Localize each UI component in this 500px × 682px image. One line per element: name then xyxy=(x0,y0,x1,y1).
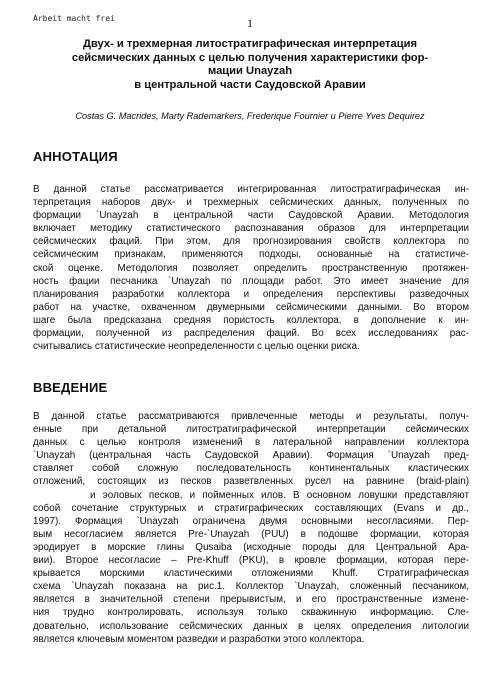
text-line: является в значительной степени прерывистым, и его пространственные измене- xyxy=(33,594,469,606)
text-line: вым несогласием является Pre-`Unayzah (PUU) в подошве формации, которая xyxy=(33,528,469,540)
text-line: планирования разработки коллектора и определения перспективы разведочных xyxy=(33,288,469,300)
title-line: Двух- и трехмерная литостратиграфическая интерпретация xyxy=(82,38,418,50)
text-line: схема `Unayzah показана на рис.1. Коллектор `Unayzah, сложенный песчаником, xyxy=(33,581,469,593)
introduction-body xyxy=(33,410,469,646)
text-line: работ на участке, охваченном двумерными сейсмическими данными. Во втором xyxy=(33,301,469,313)
text-line: енные при детальной литостратиграфической интерпретации сейсмических xyxy=(33,424,469,436)
text-line: эродирует в морские глины Qusaiba (исходные породы для Центральной Ара- xyxy=(33,541,469,553)
title-line: в центральной части Саудовской Аравии xyxy=(134,78,366,91)
text-line: ской оценке. Методология позволяет определить пространственную протяжен- xyxy=(33,262,469,274)
text-line: собой сочетание структурных и стратиграфических составляющих (Evans и др., xyxy=(33,502,469,514)
title-line: мации Unayzah xyxy=(207,65,293,78)
text-line: включает методику статистического распознавания образов для интерпретации xyxy=(33,223,469,235)
text-line: считывались статистические неопределенности с целью оценки риска. xyxy=(33,341,360,353)
introduction-heading: ВВЕДЕНИЕ xyxy=(33,380,108,395)
text-line: В данной статье рассматривается интегрированная литостратиграфическая ин- xyxy=(33,184,469,195)
text-line: шаге была предсказана средняя пористость коллектора, в дополнение к ин- xyxy=(33,314,469,326)
text-line: довательно, использование сейсмических данных в целях определения литологии xyxy=(33,620,469,632)
title-line: сейсмических данных с целью получения характеристики фор- xyxy=(71,51,429,64)
text-line: является ключевым моментом разведки и разработки этого коллектора. xyxy=(33,633,365,645)
page-number: 1 xyxy=(247,16,253,30)
paper-title xyxy=(30,38,470,92)
text-line: формации, полученной из распределения фаций. Во всех исследованиях рас- xyxy=(33,328,469,340)
text-line: сейсмическим признакам, применяются подходы, основанные на статистиче- xyxy=(33,249,469,261)
text-line: отложений, состоящих из песков разветвленных русел на равнине (braid-plain) xyxy=(33,476,469,488)
text-line: вии). Второе несогласие – Pre-Khuff (PKU), в кровле формации, которая пере- xyxy=(33,555,469,567)
text-line: и эоловых песков, и пойменных илов. В основном ловушки представляют xyxy=(33,489,469,501)
text-line: данных с целью контроля изменений в латеральной направлении коллектора xyxy=(33,437,469,449)
text-line: ния трудно контролировать, используя только скважинную информацию. Сле- xyxy=(33,607,469,619)
abstract-body xyxy=(33,183,469,353)
text-line: 1997). Формация `Unayzah ограничена двумя основными несогласиями. Пер- xyxy=(33,515,469,527)
text-line: сейсмических фаций. При этом, для прогнозирования свойств коллектора по xyxy=(33,236,469,248)
text-line: ность фации песчаника `Unayzah по площади работ. Это имеет значение для xyxy=(33,275,469,287)
text-line: терпретация наборов двух- и трехмерных сейсмических данных, полученных по xyxy=(33,197,469,209)
text-line: формации `Unayzah в центральной части Саудовской Аравии. Методология xyxy=(33,210,469,222)
header-note: Arbeit macht frei xyxy=(33,14,115,23)
text-line: крывается морскими кластическими отложениями Khuff. Стратиграфическая xyxy=(33,568,469,580)
abstract-heading: АННОТАЦИЯ xyxy=(33,149,118,164)
text-line: В данной статье рассматриваются привлеченные методы и результаты, получ- xyxy=(33,411,469,422)
text-line: ставляет собой сложную последовательность континентальных кластических xyxy=(33,463,469,475)
text-line: `Unayzah (центральная часть Саудовской Аравии). Формация `Unayzah пред- xyxy=(33,450,469,462)
authors: Costas G. Macrides, Marty Rademarkers, Frederique Fournier и Pierre Yves Dequirez xyxy=(75,111,425,121)
